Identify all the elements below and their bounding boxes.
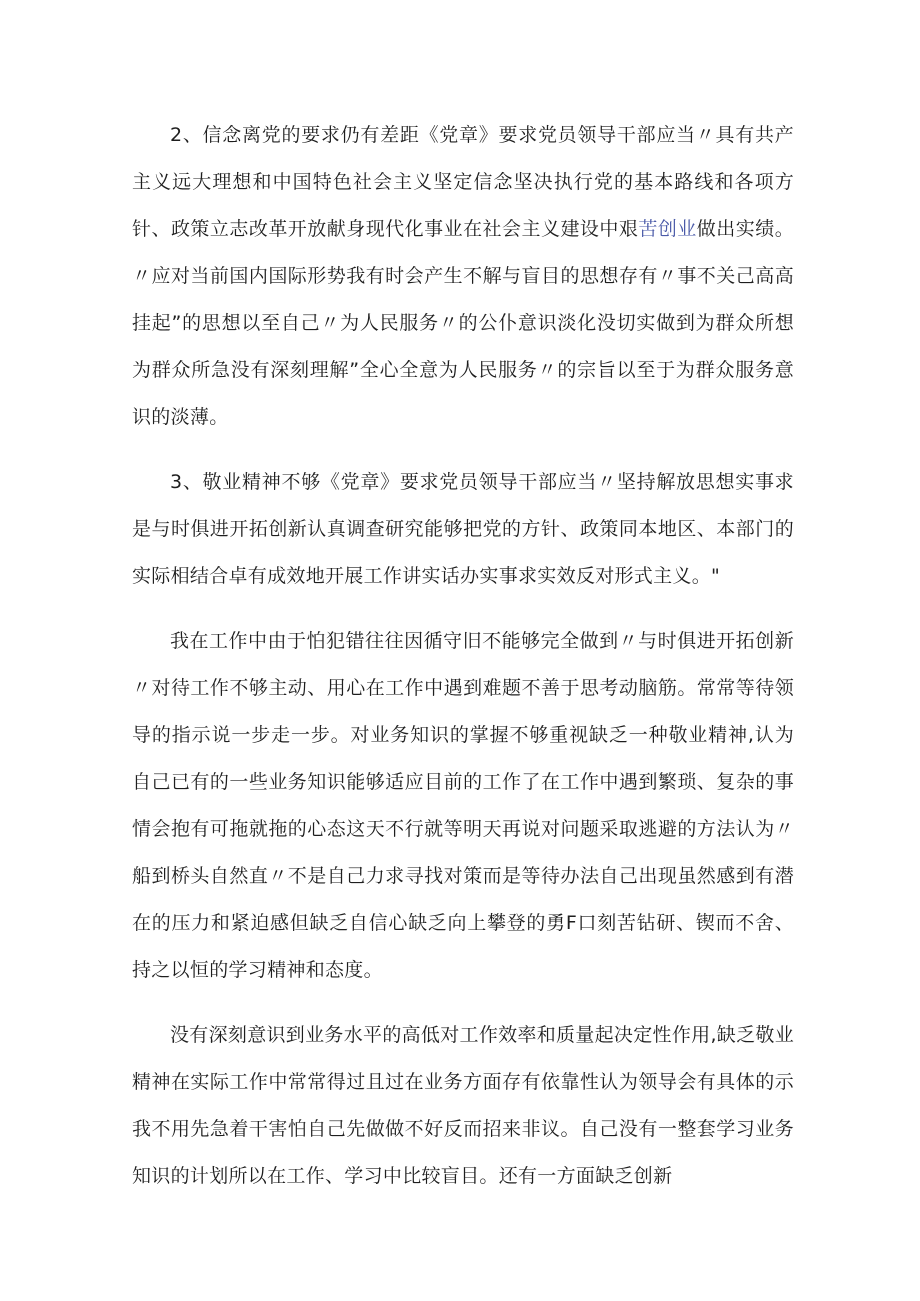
highlighted-phrase: 苦创业 [638, 218, 697, 240]
paragraph-business-level-text: 没有深刻意识到业务水平的高低对工作效率和质量起决定性作用,缺乏敬业精神在实际工作中常常得过且过在业务方面存有依靠性认为领导会有具体的示我不用先急着干害怕自己先做做不好反而招来非议。自己没有一整套学习业务知识的计划所以在工作、学习中比较盲目。还有一方面缺乏创新 [132, 1024, 794, 1187]
paragraph-work-attitude-text: 我在工作中由于怕犯错往往因循守旧不能够完全做到〃与时俱进开拓创新〃对待工作不够主动、用心在工作中遇到难题不善于思考动脑筋。常常等待领导的指示说一步走一步。对业务知识的掌握不够重视缺乏一种敬业精神,认为自己已有的一些业务知识能够适应目前的工作了在工作中遇到繁琐、复杂的事情会抱有可拖就拖的心态这天不行就等明天再说对问题采取逃避的方法认为〃船到桥头自然直〃不是自己力求寻找对策而是等待办法自己出现虽然感到有潜在的压力和紧迫感但缺乏自信心缺乏向上攀登的勇F口刻苦钻研、锲而不舍、持之以恒的学习精神和态度。 [132, 630, 794, 981]
document-body [132, 112, 794, 1218]
paragraph-work-attitude [132, 618, 794, 994]
paragraph-business-level [132, 1012, 794, 1200]
paragraph-dedication [132, 459, 794, 600]
paragraph-belief-text-2: 做出实绩。〃应对当前国内国际形势我有时会产生不解与盲目的思想存有〃事不关己高高挂起”的思想以至自己〃为人民服务〃的公仆意识淡化没切实做到为群众所想为群众所急没有深刻理解”全心全意为人民服务〃的宗旨以至于为群众服务意识的淡薄。 [132, 218, 794, 428]
paragraph-belief [132, 112, 794, 441]
paragraph-belief-text-1: 2、信念离党的要求仍有差距《党章》要求党员领导干部应当〃具有共产主义远大理想和中国特色社会主义坚定信念坚决执行党的基本路线和各项方针、政策立志改革开放献身现代化事业在社会主义建设中艰 [132, 124, 794, 240]
paragraph-dedication-text: 3、敬业精神不够《党章》要求党员领导干部应当〃坚持解放思想实事求是与时俱进开拓创新认真调查研究能够把党的方针、政策同本地区、本部门的实际相结合卓有成效地开展工作讲实话办实事求实效反对形式主义。" [132, 471, 794, 587]
